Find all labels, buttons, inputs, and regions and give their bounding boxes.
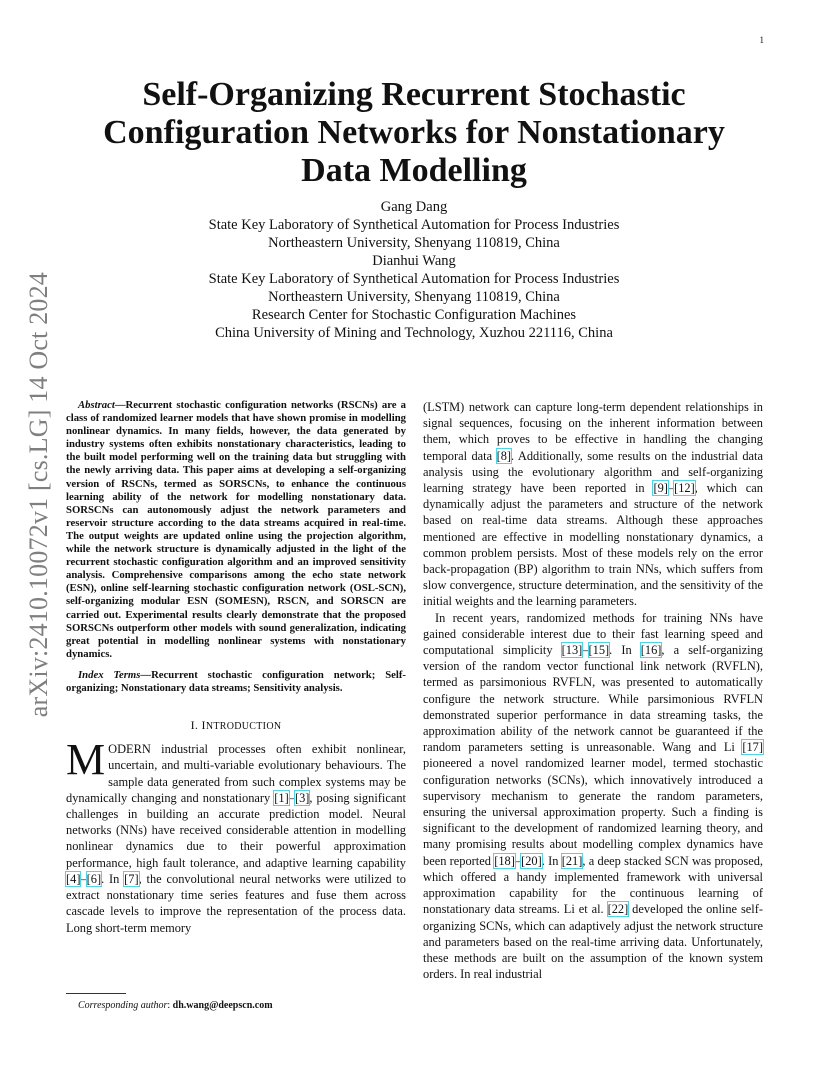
author-affiliation: Northeastern University, Shenyang 110819, China <box>268 235 560 251</box>
citation-link[interactable]: [21] <box>561 853 583 868</box>
body-text: developed the online self-organizing SCNs, which can adaptively adjust the network structure and parameters based on the real-time arriving data. Unfortunately, these methods are built on the assumption of the known system orders. In real industrial <box>423 902 763 982</box>
page-number: 1 <box>759 35 764 45</box>
dash: – <box>80 871 87 886</box>
dash: – <box>288 790 295 805</box>
body-text: , which can dynamically adjust the parameters and structure of the network based on real-time data streams. Although these approaches mentioned are effective in modelling nonstationary dynamics, a common problem persists. Most of these models rely on the error back-propagation (BP) algorithm to train NNs, which suffers from slow convergence, structure determination, and the sensitivity of the initial weights and the learning parameters. <box>423 481 763 609</box>
body-text: In recent years, randomized methods for training NNs have gained considerable interest due to their fast learning speed and computational simplicity <box>423 610 763 658</box>
citation-link[interactable]: [13] <box>561 643 583 658</box>
body-paragraph <box>423 399 763 610</box>
right-column <box>423 399 763 982</box>
abstract-text: —Recurrent stochastic configuration networks (RSCNs) are a class of randomized learner models that have shown promise in modelling nonlinear dynamics. In many fields, however, the data generated by industry systems often exhibits nonstationary characteristics, leading to the built model performing well on the training data but struggling with the newly arriving data. This paper aims at developing a self-organizing version of RSCNs, termed as SORSCNs, to enhance the continuous learning ability of the network for modelling nonstationary data. SORSCNs can autonomously adjust the network parameters and reservoir structure according to the data streams acquired in real-time. The output weights are updated online using the projection algorithm, while the network structure is dynamically adjusted in the light of the recurrent stochastic configuration algorithm and an improved sensitivity analysis. Comprehensive comparisons among the echo state network (ESN), online self-learning stochastic configuration network (OSL-SCN), self-organizing modular ESN (SOMESN), RSCN, and SORSCN are carried out. Experimental results clearly demonstrate that the proposed SORSCNs outperform other models with sound generalization, indicating great potential in modelling nonlinear systems with nonstationary dynamics. <box>66 399 406 660</box>
footnote-separator: : <box>167 1000 173 1011</box>
index-terms <box>66 669 406 695</box>
drop-cap: M <box>66 735 106 785</box>
abstract <box>66 399 406 661</box>
author-name: Gang Dang <box>380 199 448 215</box>
footnote-label: Corresponding author <box>78 1000 168 1011</box>
left-column <box>66 399 406 936</box>
footnote-rule <box>66 993 126 994</box>
citation-link[interactable]: [20] <box>521 853 542 868</box>
citation-link[interactable]: [22] <box>607 902 629 917</box>
author-affiliation: China University of Mining and Technology, Xuzhou 221116, China <box>215 325 613 341</box>
dash: – <box>667 481 675 496</box>
body-text: , a deep stacked SCN was proposed, which offered a handy implemented framework with universal approximation capability for the continuous learning of nonstationary data streams. Li et al. <box>423 853 764 917</box>
citation-link[interactable]: [15] <box>588 643 610 658</box>
intro-text: . In <box>101 871 125 886</box>
section-numeral: I. <box>190 718 199 733</box>
body-text: . In <box>541 853 562 868</box>
arxiv-stamp <box>18 272 60 718</box>
citation-link[interactable]: [17] <box>742 740 763 755</box>
intro-text: ODERN industrial processes often exhibit nonlinear, uncertain, and multi-variable evolutionary behaviours. The sample data generated from such complex systems may be dynamically changing and nonstationary <box>66 742 406 805</box>
footnote-email[interactable]: dh.wang@deepscn.com <box>172 1000 273 1011</box>
intro-paragraph <box>66 735 406 935</box>
citation-link[interactable]: [8] <box>496 448 512 463</box>
index-terms-label: Index Terms <box>78 668 141 681</box>
intro-text: , posing significant challenges in building an accurate prediction model. Neural networks (NNs) have received considerable attention in modelling nonlinear dynamics due to their powerful approximation performance, high fault tolerance, and adaptive learning capability <box>66 790 406 870</box>
author-affiliation: Research Center for Stochastic Configuration Machines <box>251 307 577 323</box>
body-paragraph <box>423 610 763 983</box>
author-affiliation: State Key Laboratory of Synthetical Automation for Process Industries <box>208 271 620 287</box>
body-text: (LSTM) network can capture long-term dependent relationships in signal sequences, focusing on the inherent information between them, which proves to be effective in handling the changing temporal data <box>423 400 763 463</box>
citation-link[interactable]: [12] <box>674 481 695 496</box>
section-title-first-letter: I <box>201 718 206 733</box>
body-text: . Additionally, some results on the industrial data analysis using the evolutionary algorithm and self-organizing learning strategy have been reported in <box>423 448 763 496</box>
author-block <box>64 198 764 342</box>
arxiv-id: arXiv:2410.10072v1 [cs.LG] 14 Oct 2024 <box>24 272 53 718</box>
author-affiliation: State Key Laboratory of Synthetical Automation for Process Industries <box>208 217 620 233</box>
author-affiliation: Northeastern University, Shenyang 110819, China <box>268 289 560 305</box>
index-terms-text: —Recurrent stochastic configuration network; Self-organizing; Nonstationary data streams; Sensitivity analysis. <box>66 668 406 694</box>
citation-link[interactable]: [18] <box>494 853 515 868</box>
citation-link[interactable]: [6] <box>86 871 102 886</box>
citation-link[interactable]: [9] <box>653 481 668 496</box>
abstract-label: Abstract <box>78 399 115 411</box>
body-text: . In <box>609 643 641 658</box>
body-text: , a self-organizing version of the random vector functional link network (RVFLN), termed as parsimonious RVFLN, was presented to automatically configure the network structure. While parsimonious RVFLN demonstrated superior performance in data streaming tasks, the approximation ability of the network cannot be guaranteed if the random parameters setting is unreasonable. Wang and Li <box>423 643 763 755</box>
citation-link[interactable]: [7] <box>124 871 139 886</box>
section-heading-introduction <box>66 717 406 735</box>
citation-link[interactable]: [1] <box>274 790 289 805</box>
paper-title: Self-Organizing Recurrent Stochastic Configuration Networks for Nonstationary Data Modelling <box>103 76 725 189</box>
citation-link[interactable]: [16] <box>640 643 662 658</box>
footnote <box>78 1000 273 1011</box>
citation-link[interactable]: [4] <box>66 871 81 886</box>
body-text: pioneered a novel randomized learner model, termed stochastic configuration networks (SCNs), which innovatively introduced a supervisory mechanism to generate the random parameters, ensuring the universal approximation property. Such a finding is significant to the development of randomized learning theory, and many promising results about modelling complex dynamics have been reported <box>423 756 763 868</box>
dash: – <box>582 643 589 658</box>
section-title-rest: NTRODUCTION <box>205 721 282 733</box>
citation-link[interactable]: [3] <box>294 790 310 805</box>
intro-text: , the convolutional neural networks were utilized to extract nonstationary time series features and fuse them across cascade levels to improve the representation of the process data. Long short-term memory <box>66 871 406 935</box>
author-name: Dianhui Wang <box>372 253 456 269</box>
dash: – <box>514 853 522 868</box>
